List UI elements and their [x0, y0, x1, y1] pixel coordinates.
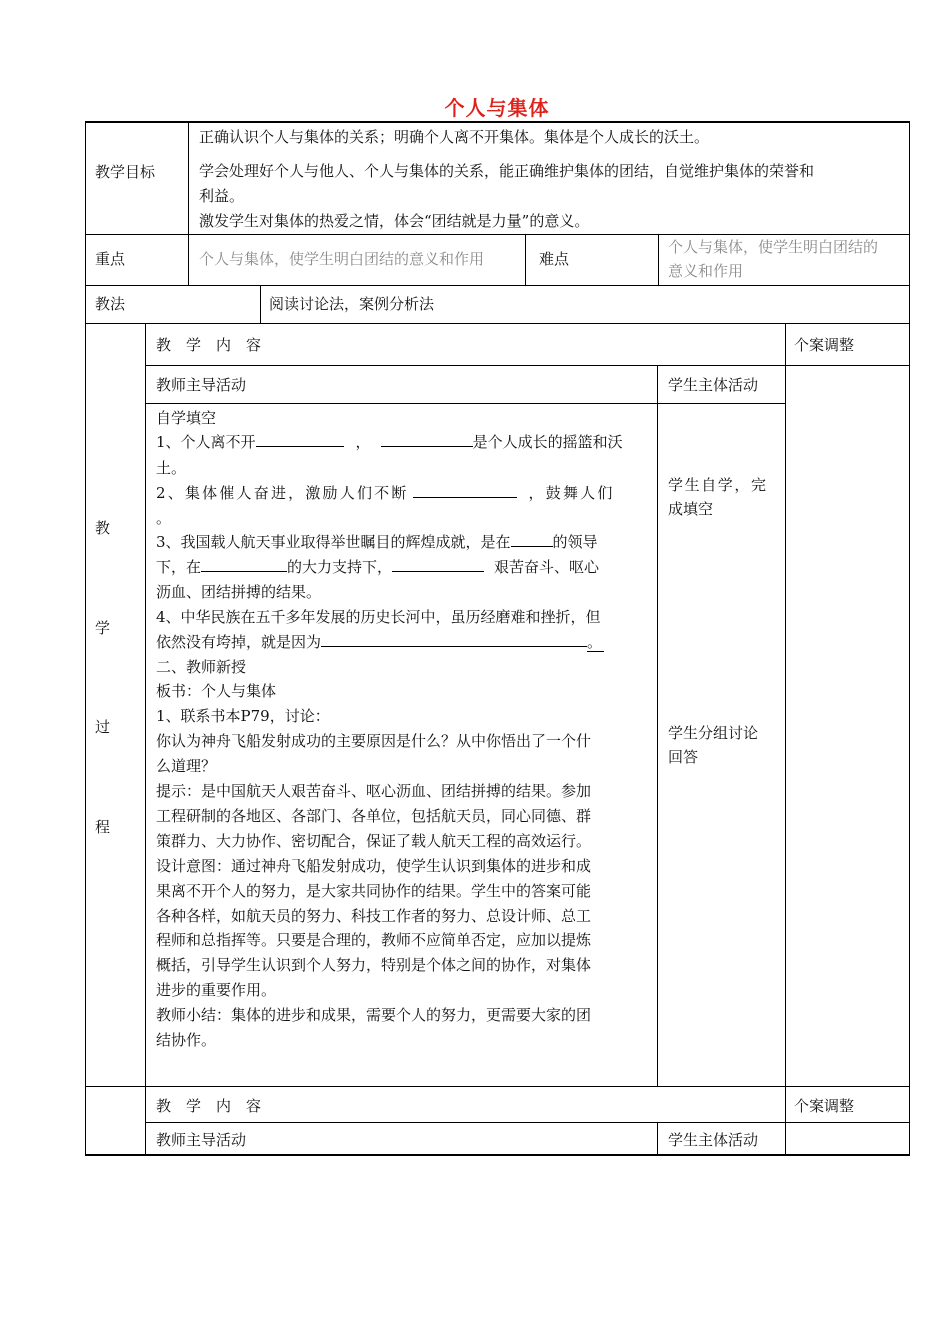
goals-label: 教学目标: [95, 163, 156, 181]
teacher-line: 提示：是中国航天人艰苦奋斗、呕心沥血、团结拼搏的结果。参加: [156, 782, 592, 800]
rule-activity-header-bottom: [146, 403, 785, 404]
rule-key-bottom: [85, 285, 910, 286]
rule-content-header2-bottom: [146, 1122, 910, 1123]
goal-line-3: 利益。: [199, 187, 245, 205]
teacher-line: 结协作。: [156, 1031, 217, 1049]
teacher-line: 4、中华民族在五千多年发展的历史长河中，虽历经磨难和挫折，但: [156, 608, 601, 626]
key-label: 重点: [95, 250, 126, 268]
fill-blank-5: [156, 630, 604, 654]
difficulty-line-1: 个人与集体，使学生明白团结的: [668, 238, 879, 256]
teacher-line: 果离不开个人的努力，是大家共同协作的结果。学生中的答案可能: [156, 882, 592, 900]
table-border-bottom: [85, 1154, 910, 1156]
fill-blank-2: [156, 481, 615, 505]
method-text: 阅读讨论法，案例分析法: [269, 295, 435, 313]
rule-content-header-bottom: [146, 365, 910, 366]
teacher-line: 概括，引导学生认识到个人努力，特别是个体之间的协作，对集体: [156, 956, 592, 974]
process-label-char-4: 程: [95, 818, 111, 836]
teacher-text: 3、我国载人航天事业取得举世瞩目的辉煌成就，是在: [156, 533, 511, 551]
teacher-text: 。: [587, 633, 603, 651]
blank-line: [381, 430, 473, 447]
page-title: 个人与集体: [444, 96, 550, 120]
teacher-text: ，: [355, 433, 371, 451]
blank-line: [511, 530, 553, 547]
rule-student-col-2: [657, 1122, 658, 1156]
blank-line: [201, 555, 287, 572]
teacher-line: 二、教师新授: [156, 658, 247, 676]
teacher-activity-header-2: 教师主导活动: [156, 1131, 247, 1149]
teacher-text: 2、集体催人奋进，激励人们不断: [156, 484, 409, 502]
fill-blank-4: [156, 555, 599, 579]
goal-line-1: 正确认识个人与集体的关系；明确个人离不开集体。集体是个人成长的沃土。: [199, 128, 710, 146]
teacher-text: 1、个人离不开: [156, 433, 256, 451]
student-line: 学生分组讨论: [668, 724, 759, 742]
blank-line: [413, 481, 517, 498]
teacher-line: 土。: [156, 459, 187, 477]
rule-adjust-col: [785, 323, 786, 1156]
rule-method-bottom: [85, 323, 910, 324]
teacher-line: 教师小结：集体的进步和成果，需要个人的努力，更需要大家的团: [156, 1006, 592, 1024]
goal-line-4: 激发学生对集体的热爱之情，体会“团结就是力量”的意义。: [199, 212, 590, 230]
difficulty-label: 难点: [539, 250, 570, 268]
table-border-right: [909, 121, 910, 1156]
rule-label-col: [188, 121, 189, 285]
teacher-activity-header: 教师主导活动: [156, 376, 247, 394]
goal-line-2: 学会处理好个人与他人、个人与集体的关系，能正确维护集体的团结，自觉维护集体的荣誉和: [199, 162, 815, 180]
rule-section1-bottom: [85, 1086, 910, 1087]
method-label: 教法: [95, 295, 126, 313]
teacher-text: ，鼓舞人们: [528, 484, 615, 502]
teacher-text: 的大力支持下，: [287, 558, 393, 576]
teacher-line: 各种各样，如航天员的努力、科技工作者的努力、总设计师、总工: [156, 907, 592, 925]
teacher-line: 么道理？: [156, 757, 217, 775]
student-line: 回答: [668, 748, 699, 766]
teacher-line: 1、联系书本P79，讨论：: [156, 707, 330, 725]
teacher-line: 策群力、大力协作、密切配合，保证了载人航天工程的高效运行。: [156, 832, 592, 850]
blank-line: [392, 555, 484, 572]
fill-blank-1: [156, 430, 623, 454]
teacher-line: 程师和总指挥等。只要是合理的，教师不应简单否定，应加以提炼: [156, 931, 592, 949]
teacher-text: 的领导: [552, 533, 598, 551]
process-label-char-1: 教: [95, 519, 111, 537]
table-border-left: [85, 121, 86, 1156]
rule-method-col: [260, 285, 261, 323]
teacher-line: 自学填空: [156, 409, 217, 427]
teacher-line: 进步的重要作用。: [156, 981, 277, 999]
rule-difficulty-right: [658, 234, 659, 285]
teacher-text: 依然没有垮掉，就是因为: [156, 633, 322, 651]
teacher-line: 你认为神舟飞船发射成功的主要原因是什么？从中你悟出了一个什: [156, 732, 592, 750]
teacher-text: 是个人成长的摇篮和沃: [472, 433, 623, 451]
student-activity-header-2: 学生主体活动: [668, 1131, 759, 1149]
blank-line: [256, 430, 344, 447]
adjust-header-2: 个案调整: [794, 1097, 855, 1115]
table-border-top: [85, 121, 910, 123]
content-header-2: 教 学 内 容: [156, 1097, 262, 1115]
student-line: 成填空: [668, 500, 714, 518]
student-activity-header: 学生主体活动: [668, 376, 759, 394]
rule-difficulty-left: [525, 234, 526, 285]
process-label-char-2: 学: [95, 619, 111, 637]
rule-student-col-1: [657, 365, 658, 1086]
teacher-line: 工程研制的各地区、各部门、各单位，包括航天员，同心同德、群: [156, 807, 592, 825]
difficulty-line-2: 意义和作用: [668, 262, 744, 280]
teacher-text: 艰苦奋斗、呕心: [494, 558, 600, 576]
adjust-header: 个案调整: [794, 336, 855, 354]
teacher-line: 设计意图：通过神舟飞船发射成功，使学生认识到集体的进步和成: [156, 857, 592, 875]
process-label-char-3: 过: [95, 718, 111, 736]
key-text: 个人与集体，使学生明白团结的意义和作用: [199, 250, 485, 268]
fill-blank-3: [156, 530, 598, 554]
rule-process-label-col: [145, 323, 146, 1156]
teacher-line: 。: [156, 509, 172, 527]
teacher-line: 沥血、团结拼搏的结果。: [156, 583, 322, 601]
teacher-text: 下，在: [156, 558, 202, 576]
student-line: 学生自学，完: [668, 476, 768, 494]
content-header: 教 学 内 容: [156, 336, 262, 354]
blank-line: [321, 630, 587, 647]
teacher-line: 板书：个人与集体: [156, 682, 277, 700]
